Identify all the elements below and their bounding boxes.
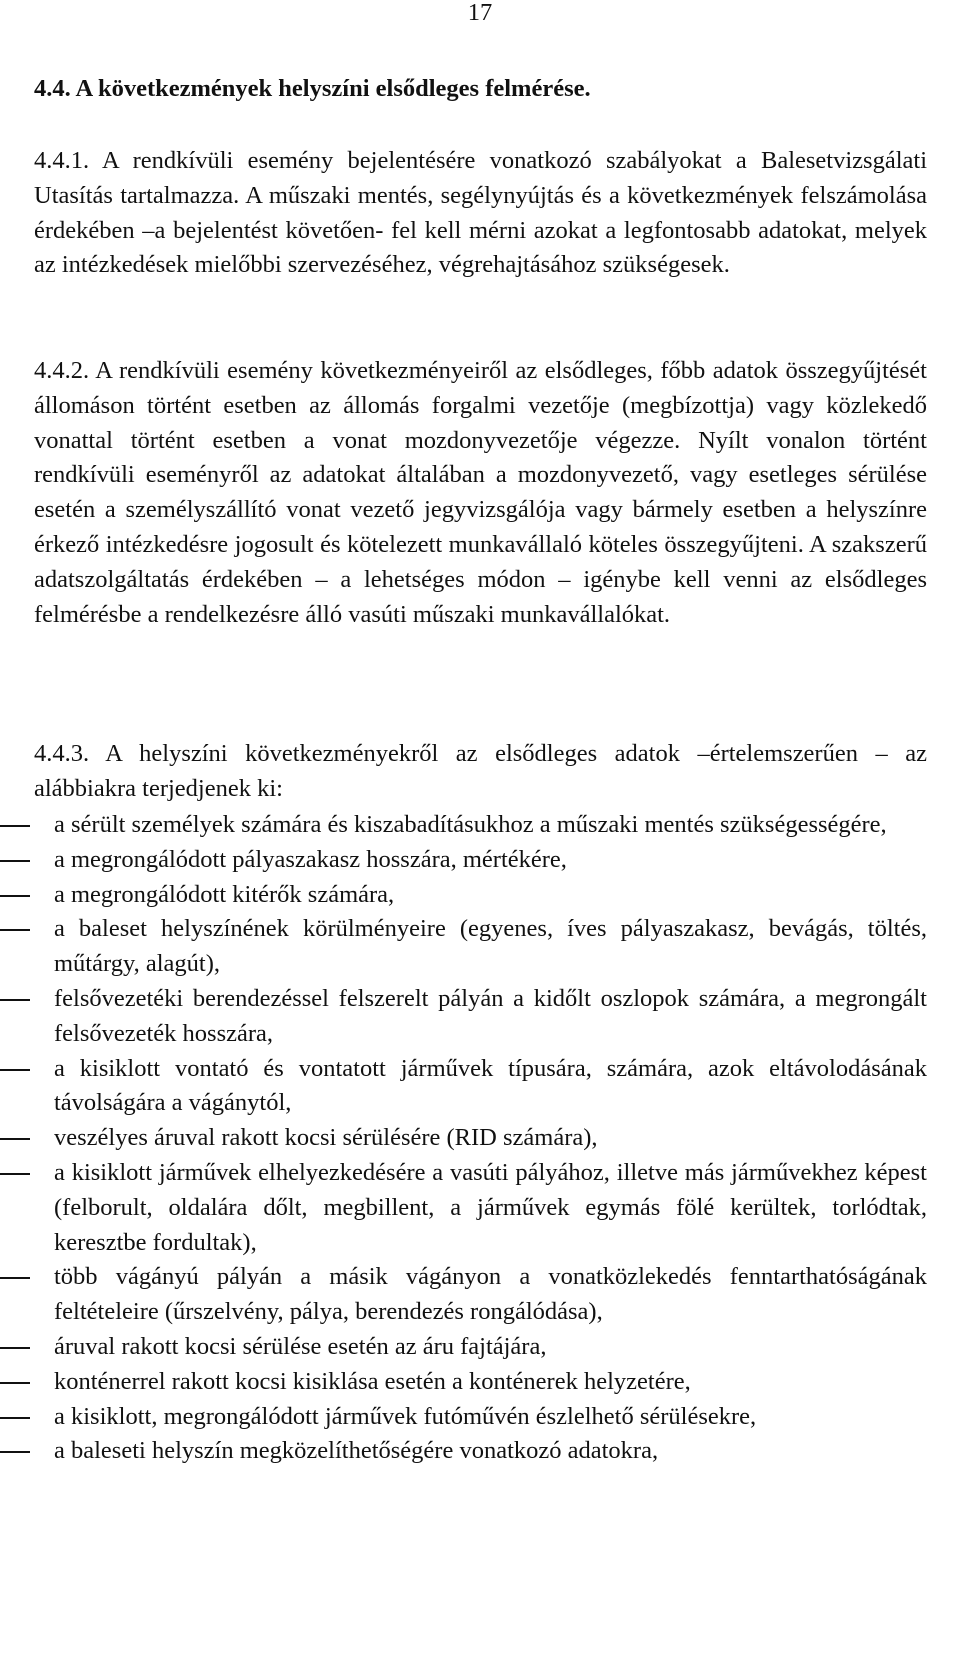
list-item xyxy=(34,1260,927,1330)
list-item-text: a baleseti helyszín megközelíthetőségére vonatkozó adatokra, xyxy=(54,1437,659,1465)
list-item-text: a kisiklott járművek elhelyezkedésére a vasúti pályához, illetve más járművekhez képest (felborult, oldalára dőlt, megbillent, a járművek egymás fölé kerültek, torlódtak, keresztbe fordultak), xyxy=(54,1158,927,1256)
list-item xyxy=(34,1400,927,1435)
list-item-text: a baleset helyszínének körülményeire (egyenes, íves pályaszakasz, bevágás, töltés, műtárgy, alagút), xyxy=(54,915,927,978)
list-item xyxy=(34,878,927,913)
list-item-text: konténerrel rakott kocsi kisiklása esetén a konténerek helyzetére, xyxy=(54,1367,691,1395)
list-item-text: a megrongálódott pályaszakasz hosszára, mértékére, xyxy=(54,845,567,873)
list-item xyxy=(34,1052,927,1122)
section-heading: 4.4. A következmények helyszíni elsődleges felmérése. xyxy=(34,75,591,102)
list-item-text: a megrongálódott kitérők számára, xyxy=(54,880,395,908)
list-item-text: veszélyes áruval rakott kocsi sérülésére (RID számára), xyxy=(54,1124,598,1152)
list-item xyxy=(34,1121,927,1156)
list-item xyxy=(34,808,927,843)
paragraph-4-4-3: 4.4.3. A helyszíni következményekről az elsődleges adatok –értelemszerűen – az alábbiakra terjedjenek ki: xyxy=(34,740,927,802)
list-item xyxy=(34,843,927,878)
list-item xyxy=(34,912,927,982)
list-item-text: felsővezetéki berendezéssel felszerelt pályán a kidőlt oszlopok számára, a megrongált felsővezeték hosszára, xyxy=(54,984,927,1047)
list-item-text: több vágányú pályán a másik vágányon a vonatközlekedés fenntarthatóságának feltételeire (űrszelvény, pálya, berendezés rongálódása), xyxy=(54,1263,927,1326)
paragraph-4-4-2: 4.4.2. A rendkívüli esemény következményeiről az elsődleges, főbb adatok összegyűjtését állomáson történt esetben az állomás forgalmi vezetője (megbízottja) vagy közlekedő vonattal történt esetben a vonat mozdonyvezetője végezze. Nyílt vonalon történt rendkívüli eseményről az adatokat általában a mozdonyvezető, vagy esetleges sérülése esetén a személyszállító vonat vezető jegyvizsgálója vagy bármely esetben a helyszínre érkező intézkedésre jogosult és kötelezett munkavállaló köteles összegyűjteni. A szakszerű adatszolgáltatás érdekében – a lehetséges módon – igénybe kell venni az elsődleges felmérésbe a rendelkezésre álló vasúti műszaki munkavállalókat. xyxy=(34,357,927,628)
list-item xyxy=(34,982,927,1052)
list-item xyxy=(34,1434,927,1469)
list-item-text: a sérült személyek számára és kiszabadításukhoz a műszaki mentés szükségességére, xyxy=(54,811,887,838)
list-item xyxy=(34,1365,927,1400)
dash-list xyxy=(34,808,927,1469)
list-item-text: áruval rakott kocsi sérülése esetén az áru fajtájára, xyxy=(54,1332,547,1360)
list-item xyxy=(34,1330,927,1365)
page-number: 17 xyxy=(467,0,493,26)
list-item-text: a kisiklott vontató és vontatott járművek típusára, számára, azok eltávolodásának távolságára a vágánytól, xyxy=(54,1054,927,1117)
paragraph-4-4-1: 4.4.1. A rendkívüli esemény bejelentésére vonatkozó szabályokat a Balesetvizsgálati Utasítás tartalmazza. A műszaki mentés, segélynyújtás és a következmények felszámolása érdekében –a bejelentést követően- fel kell mérni azokat a legfontosabb adatokat, melyek az intézkedések mielőbbi szervezéséhez, végrehajtásához szükségesek. xyxy=(34,147,927,279)
list-item xyxy=(34,1156,927,1260)
list-item-text: a kisiklott, megrongálódott járművek futóművén észlelhető sérülésekre, xyxy=(54,1402,757,1430)
